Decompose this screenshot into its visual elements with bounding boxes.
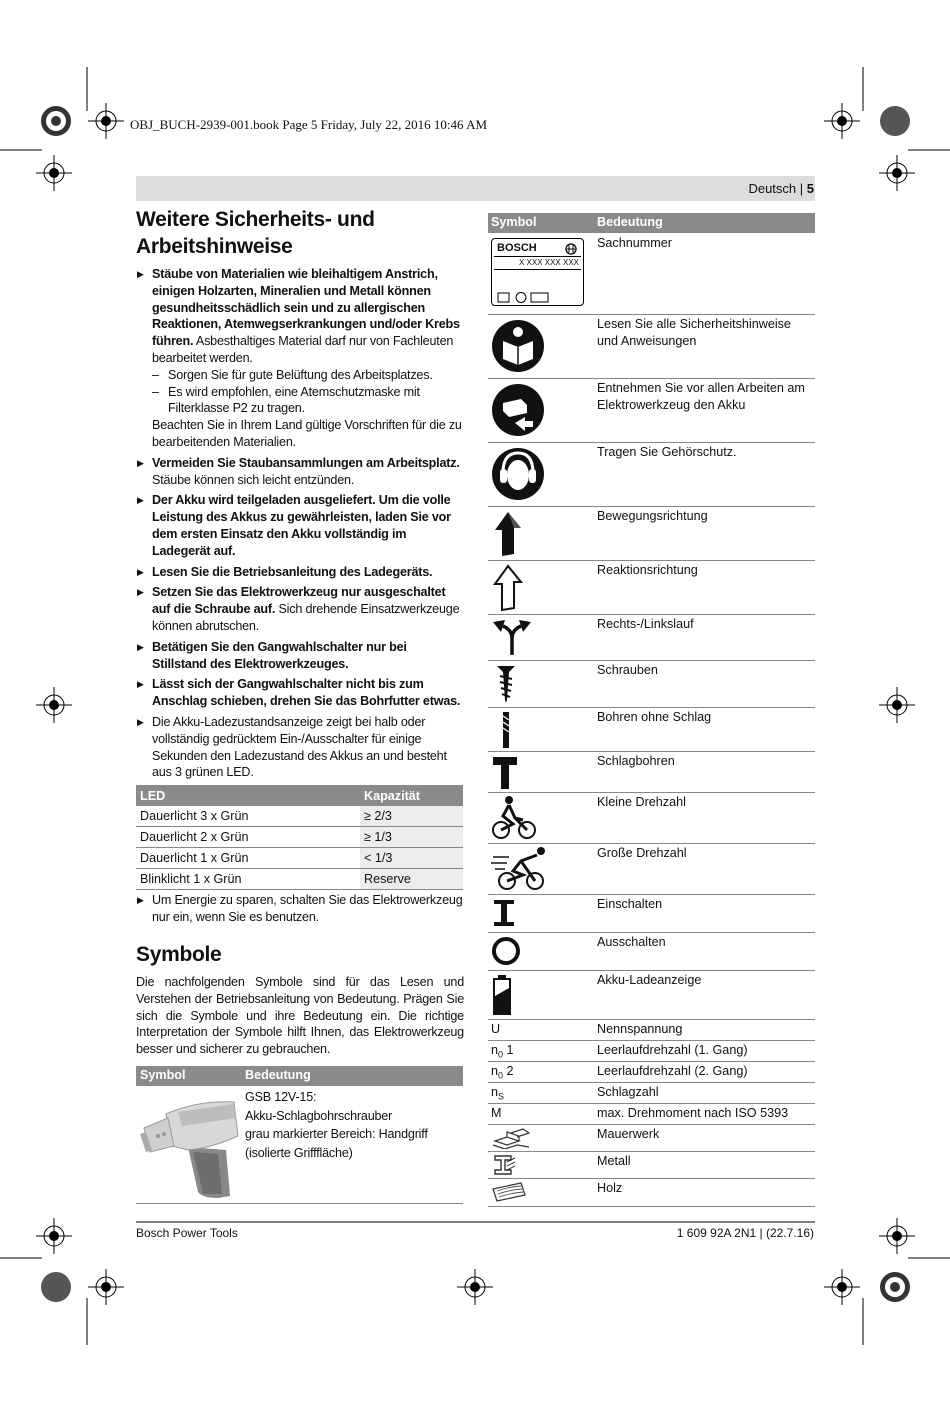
symbol-meaning: Kleine Drehzahl [597,795,686,809]
symbol-meaning: Schlagzahl [597,1085,659,1099]
symbol-row [488,843,815,895]
symbol-meaning: Tragen Sie Gehörschutz. [597,445,737,459]
symbol-row [488,660,815,708]
registration-mark-icon [36,155,72,191]
registration-mark-icon [879,1218,915,1254]
symbol-meaning: Lesen Sie alle Sicherheitshinweise und Anweisungen [597,317,791,348]
list-item: ▶ Der Akku wird teilgeladen ausgeliefert. Um die volle Leistung des Akkus zu gewährleisten, laden Sie vor dem ersten Einsatz den Akku vollständig im Ladegerät auf. [136,492,464,559]
symbol-meaning: Sachnummer [597,236,672,250]
nameplate-divider [494,269,581,270]
drill-driver-image [138,1092,242,1200]
registration-mark-icon [879,687,915,723]
symbol-meaning: Ausschalten [597,935,666,949]
list-item: ▶ Lesen Sie die Betriebsanleitung des Ladegeräts. [136,564,464,581]
symbol-meaning: Schlagbohren [597,754,675,768]
column-header: LED [136,785,360,806]
remove-battery-icon [491,383,545,437]
table-header [136,785,463,806]
symbol-meaning: Mauerwerk [597,1127,660,1141]
symbol-row [488,1082,815,1104]
list-item: ▶ Die Akku-Ladezustandsanzeige zeigt bei halb oder vollständig gedrücktem Ein-/Ausschalter für einige Sekunden den Ladezustand des Akkus an und besteht aus 3 grünen LED. [136,714,464,781]
list-item: ▶ Vermeiden Sie Staubansammlungen am Arbeitsplatz. Stäube können sich leicht entzünden. [136,455,464,489]
section-title-line: Weitere Sicherheits- und [136,208,375,231]
symbol-row [488,378,815,443]
symbol-meaning: Metall [597,1154,631,1168]
arrow-filled-icon [491,510,525,558]
led-table [136,785,463,890]
symbol-row [488,1061,815,1083]
energy-note: ▶ Um Energie zu sparen, schalten Sie das Elektrowerkzeug nur ein, wenn Sie es benutzen. [136,892,464,930]
list-item: – Es wird empfohlen, eine Atemschutzmaske mit Filterklasse P2 zu tragen. [136,384,464,418]
symbol-row [488,314,815,379]
symbol-letter: $n_S$ [491,1085,505,1102]
fork-arrow-icon [491,618,533,656]
list-item: ▶ Stäube von Materialien wie bleihaltigem Anstrich, einigen Holzarten, Mineralien und Metall können gesundheitsschädlich sein und zu allergischen Reaktionen, Atemwegserkrankungen und/oder Krebs führen. Asbesthaltiges Material darf nur von Fachleuten bearbeitet werden. [136,266,464,367]
table-row: Blinklicht 1 x Grün Reserve [136,869,463,890]
symbol-row [488,932,815,971]
symbol-meaning: Leerlaufdrehzahl (2. Gang) [597,1064,748,1078]
symbol-row [488,707,815,752]
symbol-meaning: Akku-Ladeanzeige [597,973,702,987]
registration-mark-icon [824,1269,860,1305]
symbol-row [488,1151,815,1179]
nameplate-symbols-icon [497,292,557,304]
registration-mark-icon [880,106,910,136]
symbols-intro: Die nachfolgenden Symbole sind für das Lesen und Verstehen der Betriebsanleitung von Bedeutung. Prägen Sie sich die Symbole und ihre Bedeutung ein. Die richtige Interpretation der Symbole hilft Ihnen, das Elektrowerkzeug besser und sicherer zu gebrauchen. [136,975,464,1057]
tool-symbol-table [136,1066,463,1204]
symbol-row [488,792,815,844]
list-item: ▶ Lässt sich der Gangwahlschalter nicht bis zum Anschlag schieben, drehen Sie das Bohrfutter etwas. [136,676,464,710]
column-header: Kapazität [360,785,463,806]
registration-mark-icon [88,103,124,139]
arrow-outline-icon [491,564,525,612]
symbol-meaning: Reaktionsrichtung [597,563,698,577]
registration-mark-icon [457,1269,493,1305]
drill-bit-icon [491,710,521,750]
symbol-row [488,1040,815,1062]
nameplate-number: X XXX XXX XXX [518,258,579,267]
page-number: 5 [806,181,814,196]
table-header [136,1066,463,1086]
symbol-row [488,1178,815,1207]
registration-mark-icon [41,1272,71,1302]
symbol-meaning: Entnehmen Sie vor allen Arbeiten am Elektrowerkzeug den Akku [597,381,805,412]
hearing-protection-icon [491,447,545,501]
symbol-row [488,1019,815,1041]
footer-brand: Bosch Power Tools [136,1226,238,1240]
symbol-letter: $n_0$ 2 [491,1064,514,1081]
registration-mark-icon [88,1269,124,1305]
section-title-line: Arbeitshinweise [136,235,293,258]
symbol-row [488,614,815,661]
symbol-letter: U [491,1022,501,1036]
symbol-meaning: Leerlaufdrehzahl (1. Gang) [597,1043,748,1057]
symbol-table-header [488,213,815,233]
symbol-row [488,233,815,315]
registration-mark-icon [36,687,72,723]
battery-icon [491,974,513,1016]
symbol-row [488,1103,815,1125]
symbols-title: Symbole [136,943,222,966]
symbol-meaning: Bewegungsrichtung [597,509,708,523]
section-title [136,206,464,260]
tool-description [245,1088,428,1162]
column-header: Symbol [140,1068,186,1082]
symbol-meaning: Bohren ohne Schlag [597,710,712,724]
table-row: Dauerlicht 3 x Grün ≥ 2/3 [136,806,463,827]
registration-mark-icon [36,1218,72,1254]
symbol-letter: M [491,1106,502,1120]
table-row: Dauerlicht 2 x Grün ≥ 1/3 [136,827,463,848]
registration-mark-icon [824,103,860,139]
symbol-meaning: max. Drehmoment nach ISO 5393 [597,1106,789,1120]
note-text: Beachten Sie in Ihrem Land gültige Vorschriften für die zu bearbeitenden Materialien. [152,418,462,449]
registration-mark-icon [879,155,915,191]
metal-icon [491,1154,521,1176]
symbol-meaning: Holz [597,1181,623,1195]
product-name: Akku-Schlagbohrschrauber [245,1108,393,1123]
column-header: Bedeutung [597,215,663,229]
symbol-meaning: Einschalten [597,897,663,911]
list-item: ▶ Setzen Sie das Elektrowerkzeug nur ausgeschaltet auf die Schraube auf. Sich drehende Einsatzwerkzeuge können abrutschen. [136,584,464,634]
book-header: OBJ_BUCH-2939-001.book Page 5 Friday, July 22, 2016 10:46 AM [130,117,488,132]
symbol-meaning: Nennspannung [597,1022,683,1036]
power-off-icon [491,936,521,966]
safety-list [136,266,464,781]
model-name: GSB 12V-15: [245,1090,317,1104]
nameplate-divider [494,256,581,257]
symbol-row [488,560,815,615]
column-header: Bedeutung [245,1068,311,1082]
masonry-icon [491,1127,531,1149]
symbol-letter: $n_0$ 1 [491,1043,514,1060]
language-label: Deutsch [748,181,797,196]
page-header-bar [136,176,815,201]
grip-note: grau markierter Bereich: Handgriff [245,1127,428,1141]
symbol-row [488,442,815,507]
power-on-icon [491,898,517,928]
symbol-row [488,751,815,793]
wood-icon [491,1181,527,1203]
hammer-icon [491,755,521,791]
slow-cyclist-icon [491,794,537,840]
symbol-row [488,970,815,1020]
symbol-meaning: Rechts-/Linkslauf [597,617,694,631]
symbol-meaning: Große Drehzahl [597,846,687,860]
symbol-row [488,894,815,933]
list-item: – Sorgen Sie für gute Belüftung des Arbeitsplatzes. [136,367,464,384]
registration-mark-icon [880,1272,910,1302]
list-item: ▶ Betätigen Sie den Gangwahlschalter nur bei Stillstand des Elektrowerkzeuges. [136,639,464,673]
registration-mark-icon [41,106,71,136]
symbol-row [488,1124,815,1152]
symbol-row [488,506,815,561]
fast-cyclist-icon [491,845,549,891]
nameplate-brand: BOSCH [497,242,537,254]
read-manual-icon [491,319,545,373]
nameplate-icon [491,238,584,306]
bosch-logo-icon [565,243,577,255]
left-column [136,206,464,785]
column-header: Symbol [491,215,537,229]
page-header: Deutsch | 5 [748,181,814,196]
table-row: Dauerlicht 1 x Grün < 1/3 [136,848,463,869]
footer-doc-number: 1 609 92A 2N1 | (22.7.16) [676,1226,814,1240]
grip-note: (isolierte Grifffläche) [245,1145,353,1160]
screw-icon [491,664,521,704]
symbol-meaning: Schrauben [597,663,658,677]
